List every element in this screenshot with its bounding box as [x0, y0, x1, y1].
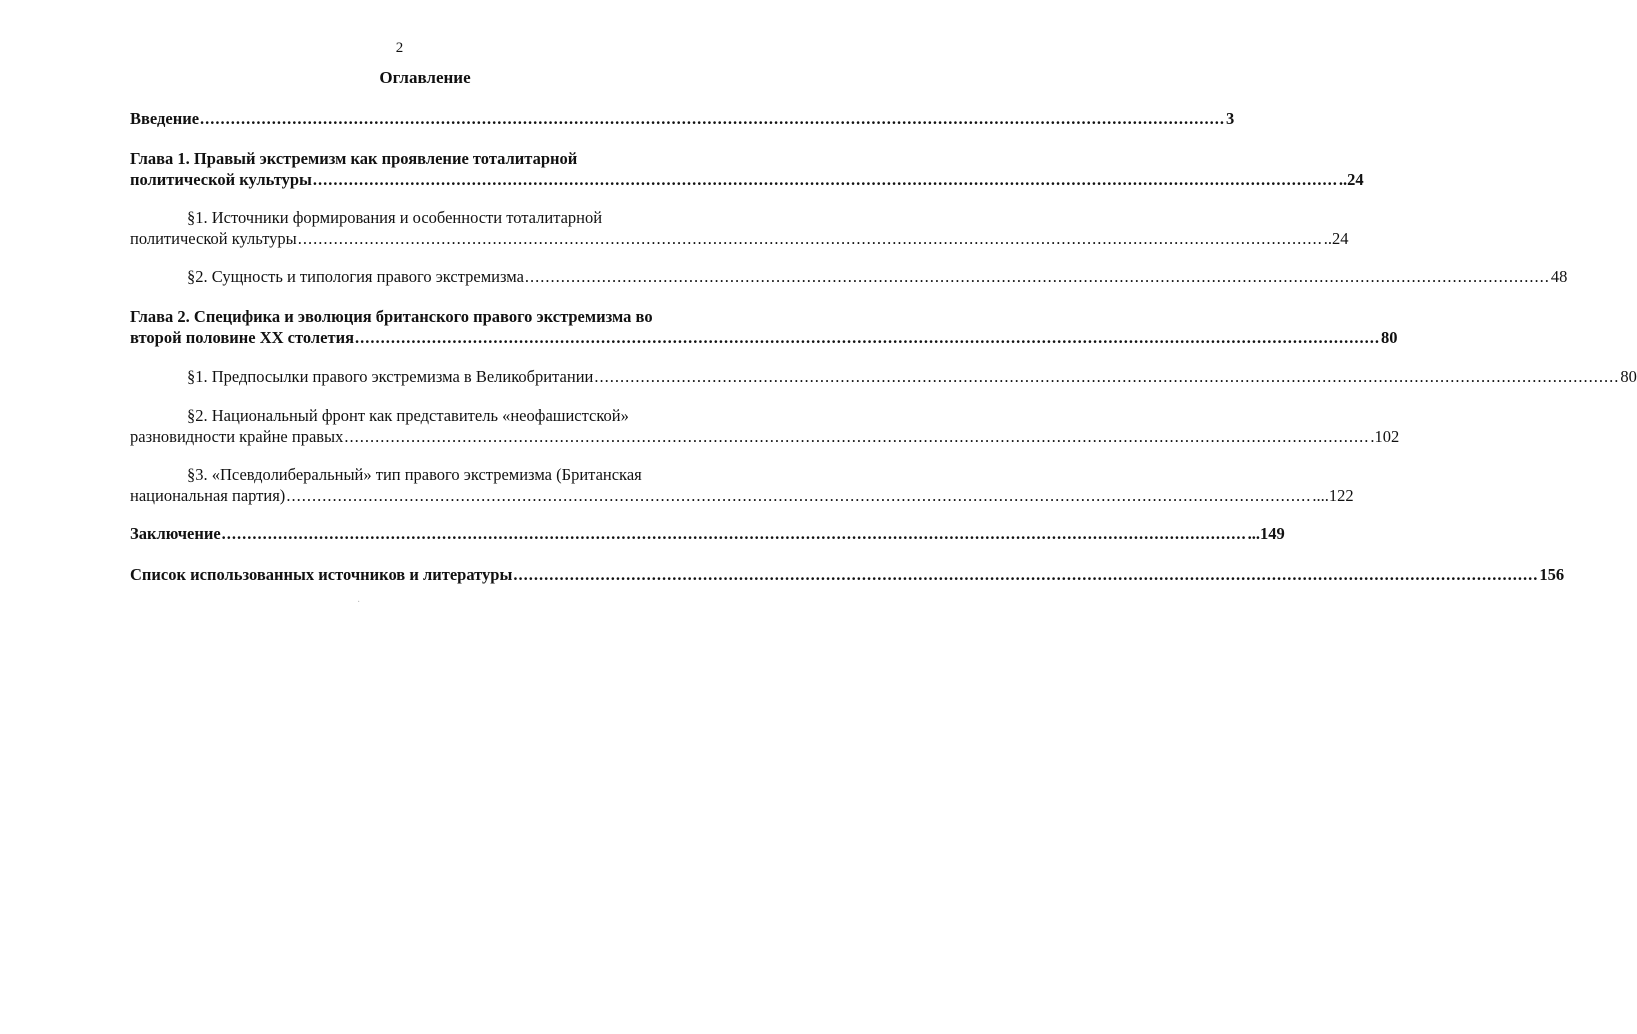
dot-leader: ........................................................................................................................................................................................................ [355, 328, 1381, 347]
dot-leader: ........................................................................................................................................................................................................ [286, 486, 1312, 505]
toc-entry-label: §2. Сущность и типология правого экстремизма [187, 267, 524, 286]
toc-entry-label: §2. Национальный фронт как представитель «неофашистской» [187, 406, 629, 425]
toc-entry-intro [130, 108, 1235, 129]
toc-entry-chapter-2-section-1 [130, 366, 1637, 387]
toc-entry-chapter-2-section-3 [130, 464, 1354, 506]
dot-leader: ........................................................................................................................................................................................................ [524, 267, 1550, 286]
toc-entry-label: Заключение [130, 524, 221, 543]
dot-leader: ........................................................................................................................................................................................................ [312, 170, 1338, 189]
toc-page-number: 156 [1539, 565, 1565, 584]
toc-entry-label-cont: национальная партия) [130, 486, 286, 505]
toc-page-number: 3 [1226, 109, 1235, 128]
toc-page-number: 80 [1381, 328, 1398, 347]
toc-entry-chapter-1-section-2 [130, 266, 1568, 287]
toc-page-number: ..24 [1323, 229, 1349, 248]
scan-speck: · [357, 597, 361, 608]
toc-entry-conclusion [130, 523, 1285, 544]
toc-entry-label-cont: политической культуры [130, 170, 312, 189]
toc-title: Оглавление [379, 68, 471, 87]
dot-leader: ........................................................................................................................................................................................................ [513, 565, 1539, 584]
toc-entry-label: Введение [130, 109, 200, 128]
toc-entry-chapter-2-section-2 [130, 405, 1400, 447]
toc-page-number: 80 [1620, 367, 1637, 386]
toc-entry-label-cont: второй половине XX столетия [130, 328, 355, 347]
toc-entry-label: Глава 2. Специфика и эволюция британского правого экстремизма во [130, 307, 653, 326]
toc-page-number: 48 [1550, 267, 1568, 286]
toc-page-number: .102 [1370, 427, 1400, 446]
toc-entry-label: §1. Источники формирования и особенности тоталитарной [187, 208, 603, 227]
toc-entry-sources [130, 564, 1565, 585]
toc-entry-label-cont: разновидности крайне правых [130, 427, 344, 446]
toc-page-number: ....122 [1312, 486, 1354, 505]
dot-leader: ........................................................................................................................................................................................................ [200, 109, 1226, 128]
toc-entry-chapter-1-section-1 [130, 207, 1349, 249]
toc-entry-chapter-2 [130, 306, 1398, 348]
toc-page-number: ...149 [1247, 524, 1285, 543]
toc-entry-chapter-1 [130, 148, 1364, 190]
dot-leader: ........................................................................................................................................................................................................ [344, 427, 1370, 446]
dot-leader: ........................................................................................................................................................................................................ [594, 367, 1620, 386]
toc-entry-label: Глава 1. Правый экстремизм как проявление тоталитарной [130, 149, 578, 168]
toc-entry-label: §3. «Псевдолиберальный» тип правого экстремизма (Британская [187, 465, 642, 484]
toc-entry-label-cont: политической культуры [130, 229, 297, 248]
dot-leader: ........................................................................................................................................................................................................ [221, 524, 1247, 543]
toc-page-number: ..24 [1338, 170, 1364, 189]
toc-entry-label: Список использованных источников и литературы [130, 565, 513, 584]
toc-entry-label: §1. Предпосылки правого экстремизма в Великобритании [187, 367, 594, 386]
page-number: 2 [395, 40, 404, 56]
dot-leader: ........................................................................................................................................................................................................ [297, 229, 1323, 248]
